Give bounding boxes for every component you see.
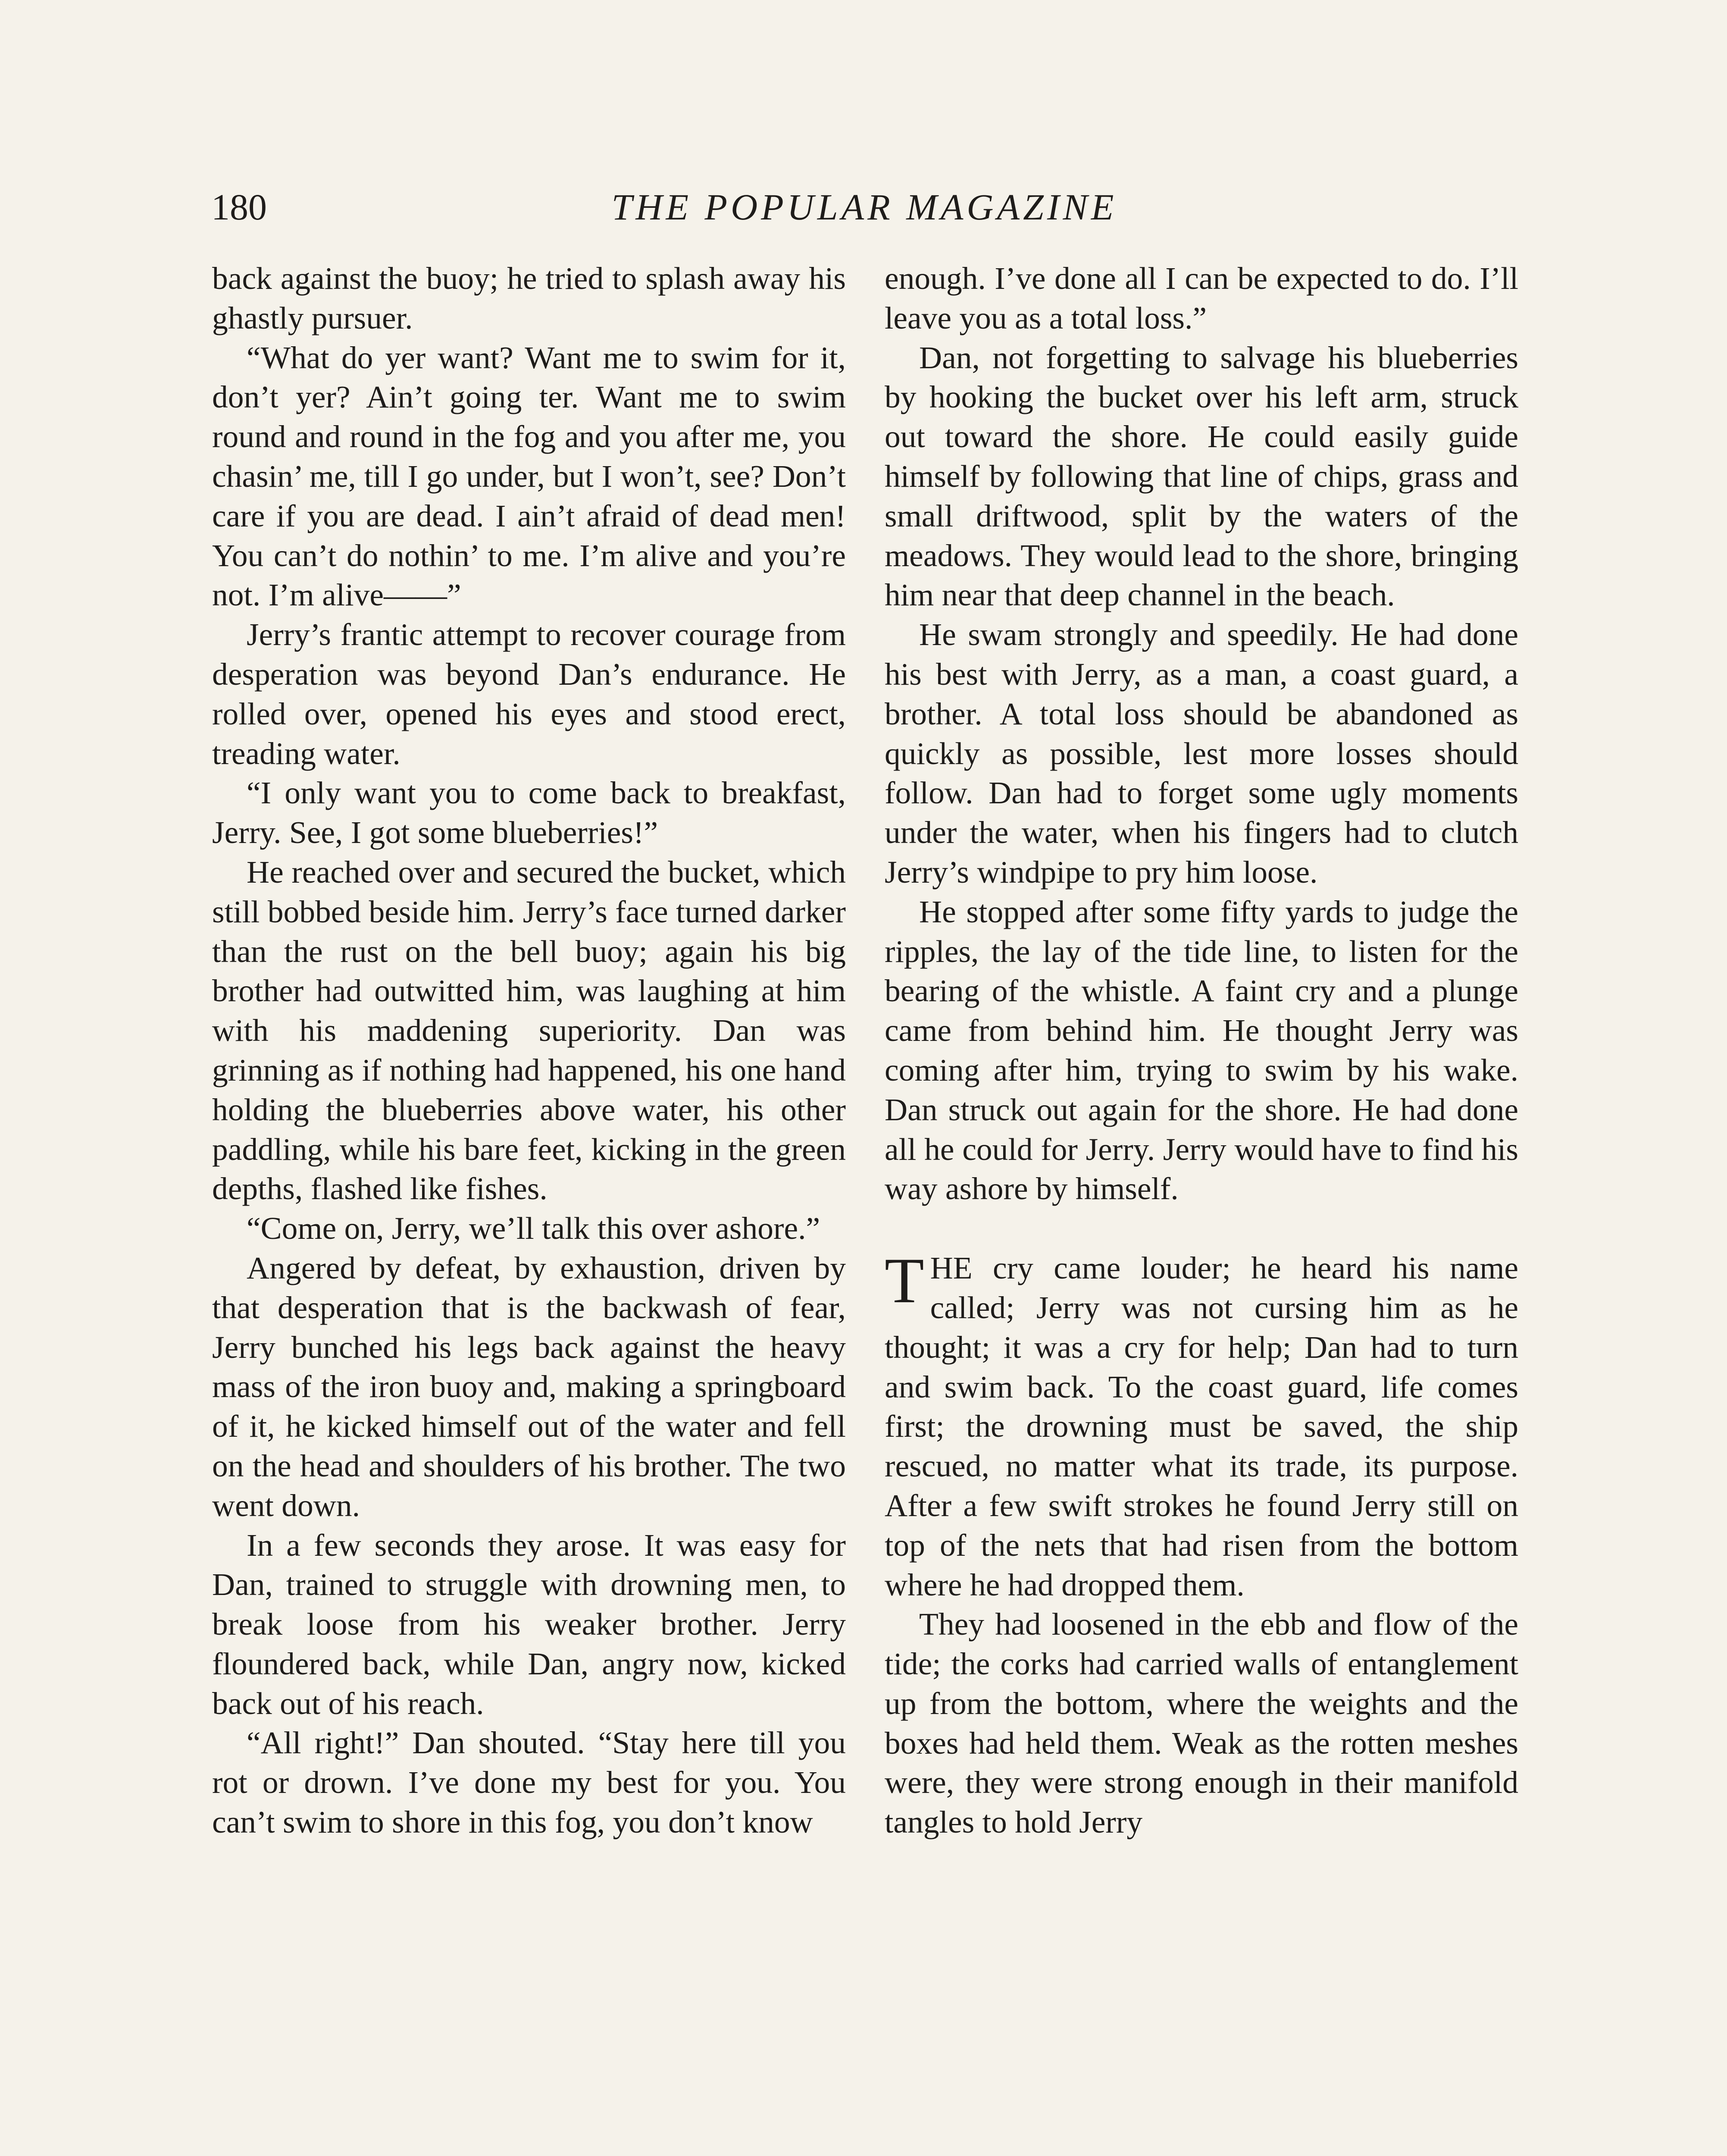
paragraph: “Come on, Jerry, we’ll talk this over ashore.”	[247, 1211, 820, 1246]
paragraph: “I only want you to come back to breakfast, Jerry. See, I got some blueberries!”	[212, 775, 846, 850]
paragraph: “What do yer want? Want me to swim for it, don’t yer? Ain’t going ter. Want me to swim round and round in the fog and you after me, you chasin’ me, till I go under, but I won’t, see? Don’t care if you are dead. I ain’t afraid of dead men! You can’t do nothin’ to me. I’m alive and you’re not. I’m alive——”	[212, 340, 846, 613]
paragraph: back against the buoy; he tried to splash away his ghastly pursuer.	[212, 261, 846, 335]
page-number: 180	[211, 186, 267, 228]
paragraph: Jerry’s frantic attempt to recover courage from desperation was beyond Dan’s endurance. He rolled over, opened his eyes and stood erect, treading water.	[212, 617, 846, 771]
section-start-paragraph	[885, 1245, 1518, 1604]
paragraph: He reached over and secured the bucket, which still bobbed beside him. Jerry’s face turned darker than the rust on the bell buoy; again his big brother had outwitted him, was laughing at him with his maddening superiority. Dan was grinning as if nothing had happened, his one hand holding the blueberries above water, his other paddling, while his bare feet, kicking in the green depths, flashed like fishes.	[212, 854, 846, 1206]
paragraph: He swam strongly and speedily. He had done his best with Jerry, as a man, a coast guard, a brother. A total loss should be abandoned as quickly as possible, lest more losses should follow. Dan had to forget some ugly moments under the water, when his fingers had to clutch Jerry’s windpipe to pry him loose.	[885, 617, 1518, 890]
paragraph: They had loosened in the ebb and flow of the tide; the corks had carried walls of entanglement up from the bottom, where the weights and the boxes had held them. Weak as the rotten meshes were, they were strong enough in their manifold tangles to hold Jerry	[885, 1607, 1518, 1840]
paragraph: “All right!” Dan shouted. “Stay here till you rot or drown. I’ve done my best for you. You can’t swim to shore in this fog, you don’t know	[212, 1725, 846, 1840]
section-start-text: HE cry came louder; he heard his name called; Jerry was not cursing him as he thought; it was a cry for help; Dan had to turn and swim back. To the coast guard, life comes first; the drowning must be saved, the ship rescued, no matter what its trade, its purpose. After a few swift strokes he found Jerry still on top of the nets that had risen from the bottom where he had dropped them.	[885, 1250, 1518, 1602]
right-column	[885, 259, 1518, 1842]
paragraph: Dan, not forgetting to salvage his blueberries by hooking the bucket over his left arm, struck out toward the shore. He could easily guide himself by following that line of chips, grass and small driftwood, split by the waters of the meadows. They would lead to the shore, bringing him near that deep channel in the beach.	[885, 340, 1518, 613]
running-title: THE POPULAR MAGAZINE	[611, 186, 1117, 228]
drop-cap: T	[885, 1245, 924, 1317]
left-column	[212, 259, 846, 1842]
paragraph: enough. I’ve done all I can be expected to do. I’ll leave you as a total loss.”	[885, 261, 1518, 335]
paragraph: He stopped after some fifty yards to judge the ripples, the lay of the tide line, to listen for the bearing of the whistle. A faint cry and a plunge came from behind him. He thought Jerry was coming after him, trying to swim by his wake. Dan struck out again for the shore. He had done all he could for Jerry. Jerry would have to find his way ashore by himself.	[885, 894, 1518, 1206]
paragraph: In a few seconds they arose. It was easy for Dan, trained to struggle with drowning men, to break loose from his weaker brother. Jerry floundered back, while Dan, angry now, kicked back out of his reach.	[212, 1527, 846, 1721]
page-header	[211, 181, 1517, 241]
paragraph: Angered by defeat, by exhaustion, driven by that desperation that is the backwash of fear, Jerry bunched his legs back against the heavy mass of the iron buoy and, making a springboard of it, he kicked himself out of the water and fell on the head and shoulders of his brother. The two went down.	[212, 1250, 846, 1523]
